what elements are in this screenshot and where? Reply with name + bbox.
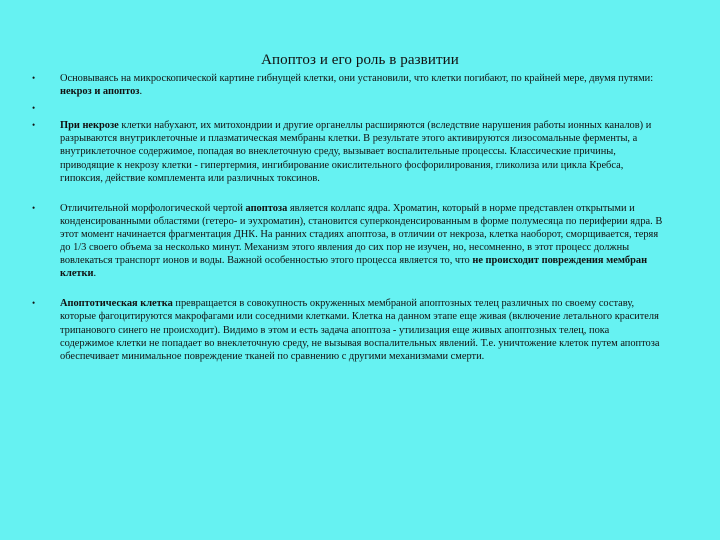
bold-text-run: некроз и апоптоз <box>60 86 140 98</box>
bullet-text <box>60 203 662 279</box>
text-run: превращается в совокупность окруженных мембраной апоптозных телец различных по своему составу, которые фагоцитируются макрофагами или соседними клетками. Клетка на данном этапе еще живая (включение летального красителя трипанового синего не происходит). Видимо в этом и есть задача апоптоза - утилизация еще живых апоптозных телец, пока содержимое клетки не попадает во внеклеточную среду, не вызывая воспалительных явлений. Т.е. уничтожение клеток путем апоптоза обеспечивает минимальное повреждение тканей по сравнению с другими механизмами смерти. <box>60 298 660 362</box>
slide-title: Апоптоз и его роль в развитии <box>261 52 459 68</box>
bullet-item <box>30 202 664 281</box>
bullet-text <box>60 120 651 183</box>
bold-text-run: При некрозе <box>60 120 119 132</box>
bold-text-run: апоптоза <box>245 202 288 214</box>
text-run: . <box>139 86 143 98</box>
bold-text-run: не происходит повреждения мембран клетки <box>60 255 648 280</box>
bullet-text <box>60 73 653 97</box>
text-run: является коллапс ядра. Хроматин, который в норме представлен открытыми и конденсированными областями (гетеро- и эухроматин), становится суперконденсированным в форме полумесяца по периферии ядра. В этот момент начинается фрагментация ДНК. На ранних стадиях апоптоза, в отличии от некроза, клетка наоборот, сморщивается, теряя до 1/3 своего объема за несколько минут. Механизм этого явления до сих пор не изучен, но, несомненно, в этот процесс должны вовлекаться транспорт ионов и воды. Важной особенностью этого процесса является то, что <box>60 202 663 267</box>
bullet-marker: • <box>32 103 36 114</box>
text-run: Отличительной морфологической чертой <box>60 202 246 214</box>
text-run: . <box>93 268 97 280</box>
bullet-marker: • <box>32 298 36 309</box>
bold-text-run: Апоптотическая клетка <box>60 298 173 310</box>
bullet-list <box>30 72 664 363</box>
bullet-item <box>30 297 664 362</box>
bullet-text <box>60 103 63 114</box>
bullet-marker: • <box>32 73 36 83</box>
bullet-item-empty <box>30 102 664 115</box>
bullet-item <box>30 72 664 98</box>
text-run: клетки набухают, их митохондрии и другие органеллы расширяются (вследствие нарушения работы ионных каналов) и разрываются внутриклеточные и плазматическая мембраны клетки. В результате этого активируются лизосомальные ферменты, а внутриклеточное содержимое, попадая во внеклеточную среду, вызывает воспалительные процессы. Классические причины, приводящие к некрозу клетки - гипертермия, ингибирование окислительного фосфорилирования, гликолиза или цикла Кребса, гипоксия, действие комплемента или различных токсинов. <box>60 120 652 184</box>
bullet-marker: • <box>32 202 36 213</box>
bullet-text <box>60 298 659 361</box>
text-run: Основываясь на микроскопической картине гибнущей клетки, они установили, что клетки погибают, по крайней мере, двумя путями: <box>60 73 654 84</box>
bullet-item <box>30 119 664 184</box>
bullet-marker: • <box>32 120 36 131</box>
